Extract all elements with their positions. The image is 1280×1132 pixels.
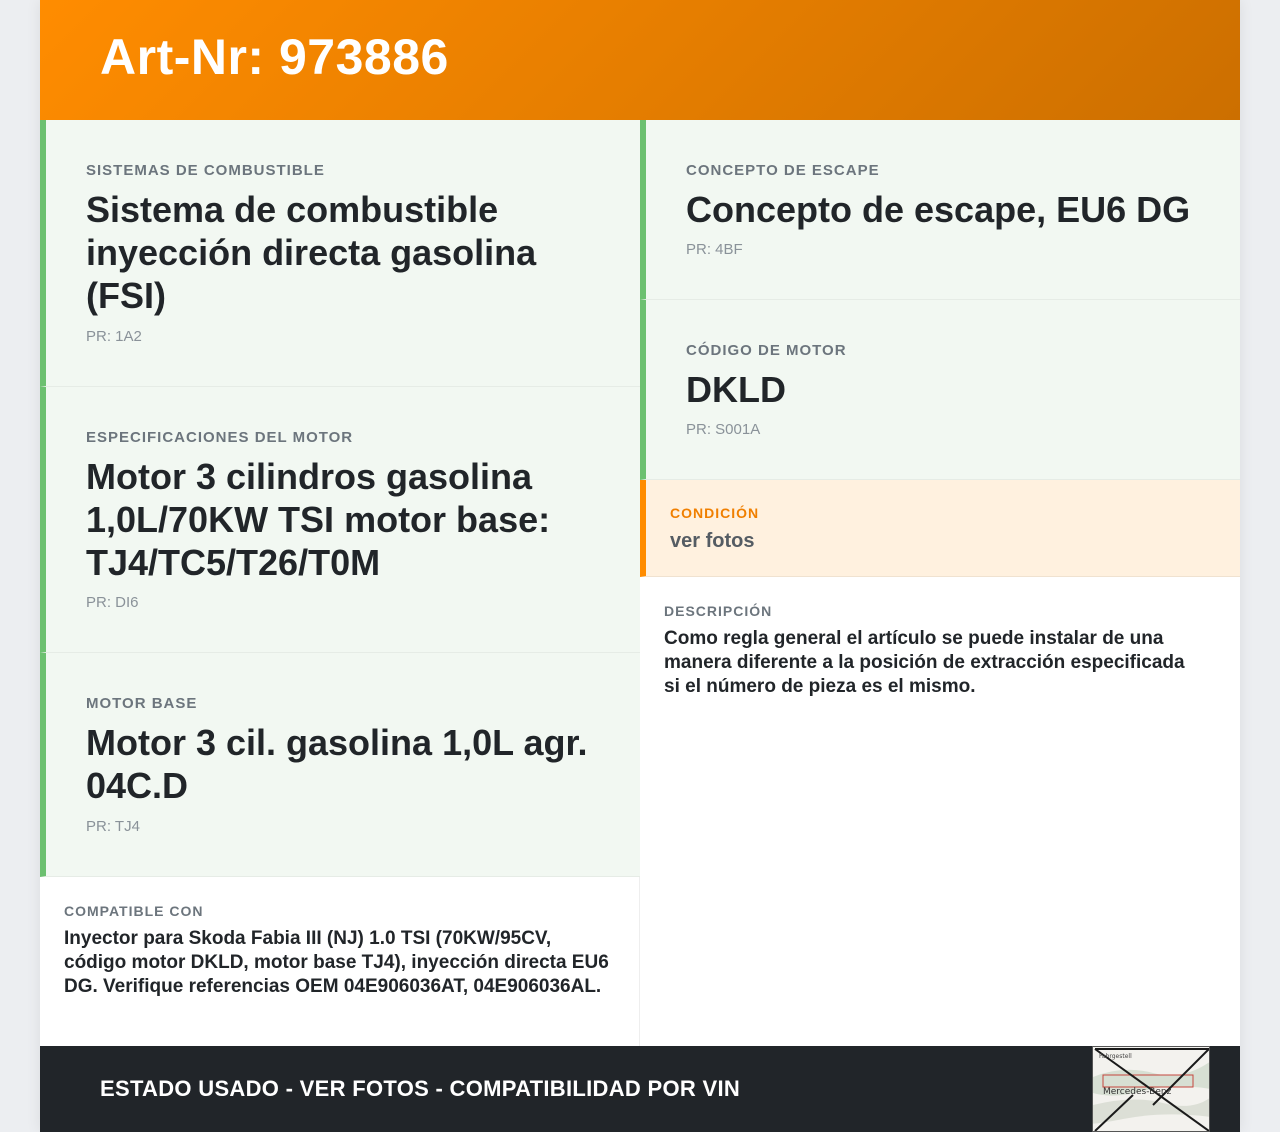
compatible-section <box>40 877 640 1046</box>
compatible-label: COMPATIBLE CON <box>64 903 204 919</box>
article-number-title: Art-Nr: 973886 <box>100 29 449 85</box>
spec-value: Motor 3 cilindros gasolina 1,0L/70KW TSI motor base: TJ4/TC5/T26/T0M <box>86 456 551 583</box>
condition-value: ver fotos <box>670 530 755 552</box>
spec-fuel-system <box>40 120 640 387</box>
spec-engine-specs <box>40 387 640 653</box>
thumbnail-caption-bottom: Mercedes-Benz <box>1103 1087 1172 1097</box>
description-section <box>640 577 1240 777</box>
spec-pr-code: PR: DI6 <box>86 594 139 611</box>
thumbnail-caption-top: Fahrgestell <box>1099 1053 1132 1060</box>
spec-value: Sistema de combustible inyección directa gasolina (FSI) <box>86 189 537 316</box>
footer-text: ESTADO USADO - VER FOTOS - COMPATIBILIDAD POR VIN <box>100 1076 741 1101</box>
compatible-text: Inyector para Skoda Fabia III (NJ) 1.0 TSI (70KW/95CV, código motor DKLD, motor base TJ4), inyección directa EU6 DG. Verifique referencias OEM 04E906036AT, 04E906036AL. <box>64 928 609 997</box>
spec-label: CONCEPTO DE ESCAPE <box>686 162 880 179</box>
product-photo-thumbnail[interactable] <box>1092 1046 1210 1132</box>
spec-base-engine <box>40 653 640 877</box>
left-column <box>40 120 640 1046</box>
spec-pr-code: PR: TJ4 <box>86 818 140 835</box>
spec-label: CÓDIGO DE MOTOR <box>686 342 847 359</box>
spec-pr-code: PR: 1A2 <box>86 328 142 345</box>
right-column <box>640 120 1240 1046</box>
description-label: DESCRIPCIÓN <box>664 603 773 619</box>
spec-exhaust-concept <box>640 120 1240 300</box>
product-card <box>40 0 1240 1132</box>
header-banner <box>40 0 1240 120</box>
thumbnail-image <box>1093 1047 1210 1132</box>
spec-engine-code <box>640 300 1240 480</box>
condition-label: CONDICIÓN <box>670 505 760 521</box>
description-text: Como regla general el artículo se puede instalar de una manera diferente a la posición de extracción especificada si el número de pieza es el mismo. <box>664 628 1185 697</box>
spec-label: MOTOR BASE <box>86 695 198 712</box>
spec-pr-code: PR: 4BF <box>686 241 743 258</box>
spec-pr-code: PR: S001A <box>686 421 761 438</box>
footer-bar <box>40 1046 1240 1132</box>
condition-box <box>640 480 1240 577</box>
spec-label: SISTEMAS DE COMBUSTIBLE <box>86 162 325 179</box>
spec-value: DKLD <box>686 369 786 410</box>
spec-label: ESPECIFICACIONES DEL MOTOR <box>86 429 354 446</box>
spec-value: Motor 3 cil. gasolina 1,0L agr. 04C.D <box>86 722 588 806</box>
spec-value: Concepto de escape, EU6 DG <box>686 189 1191 230</box>
